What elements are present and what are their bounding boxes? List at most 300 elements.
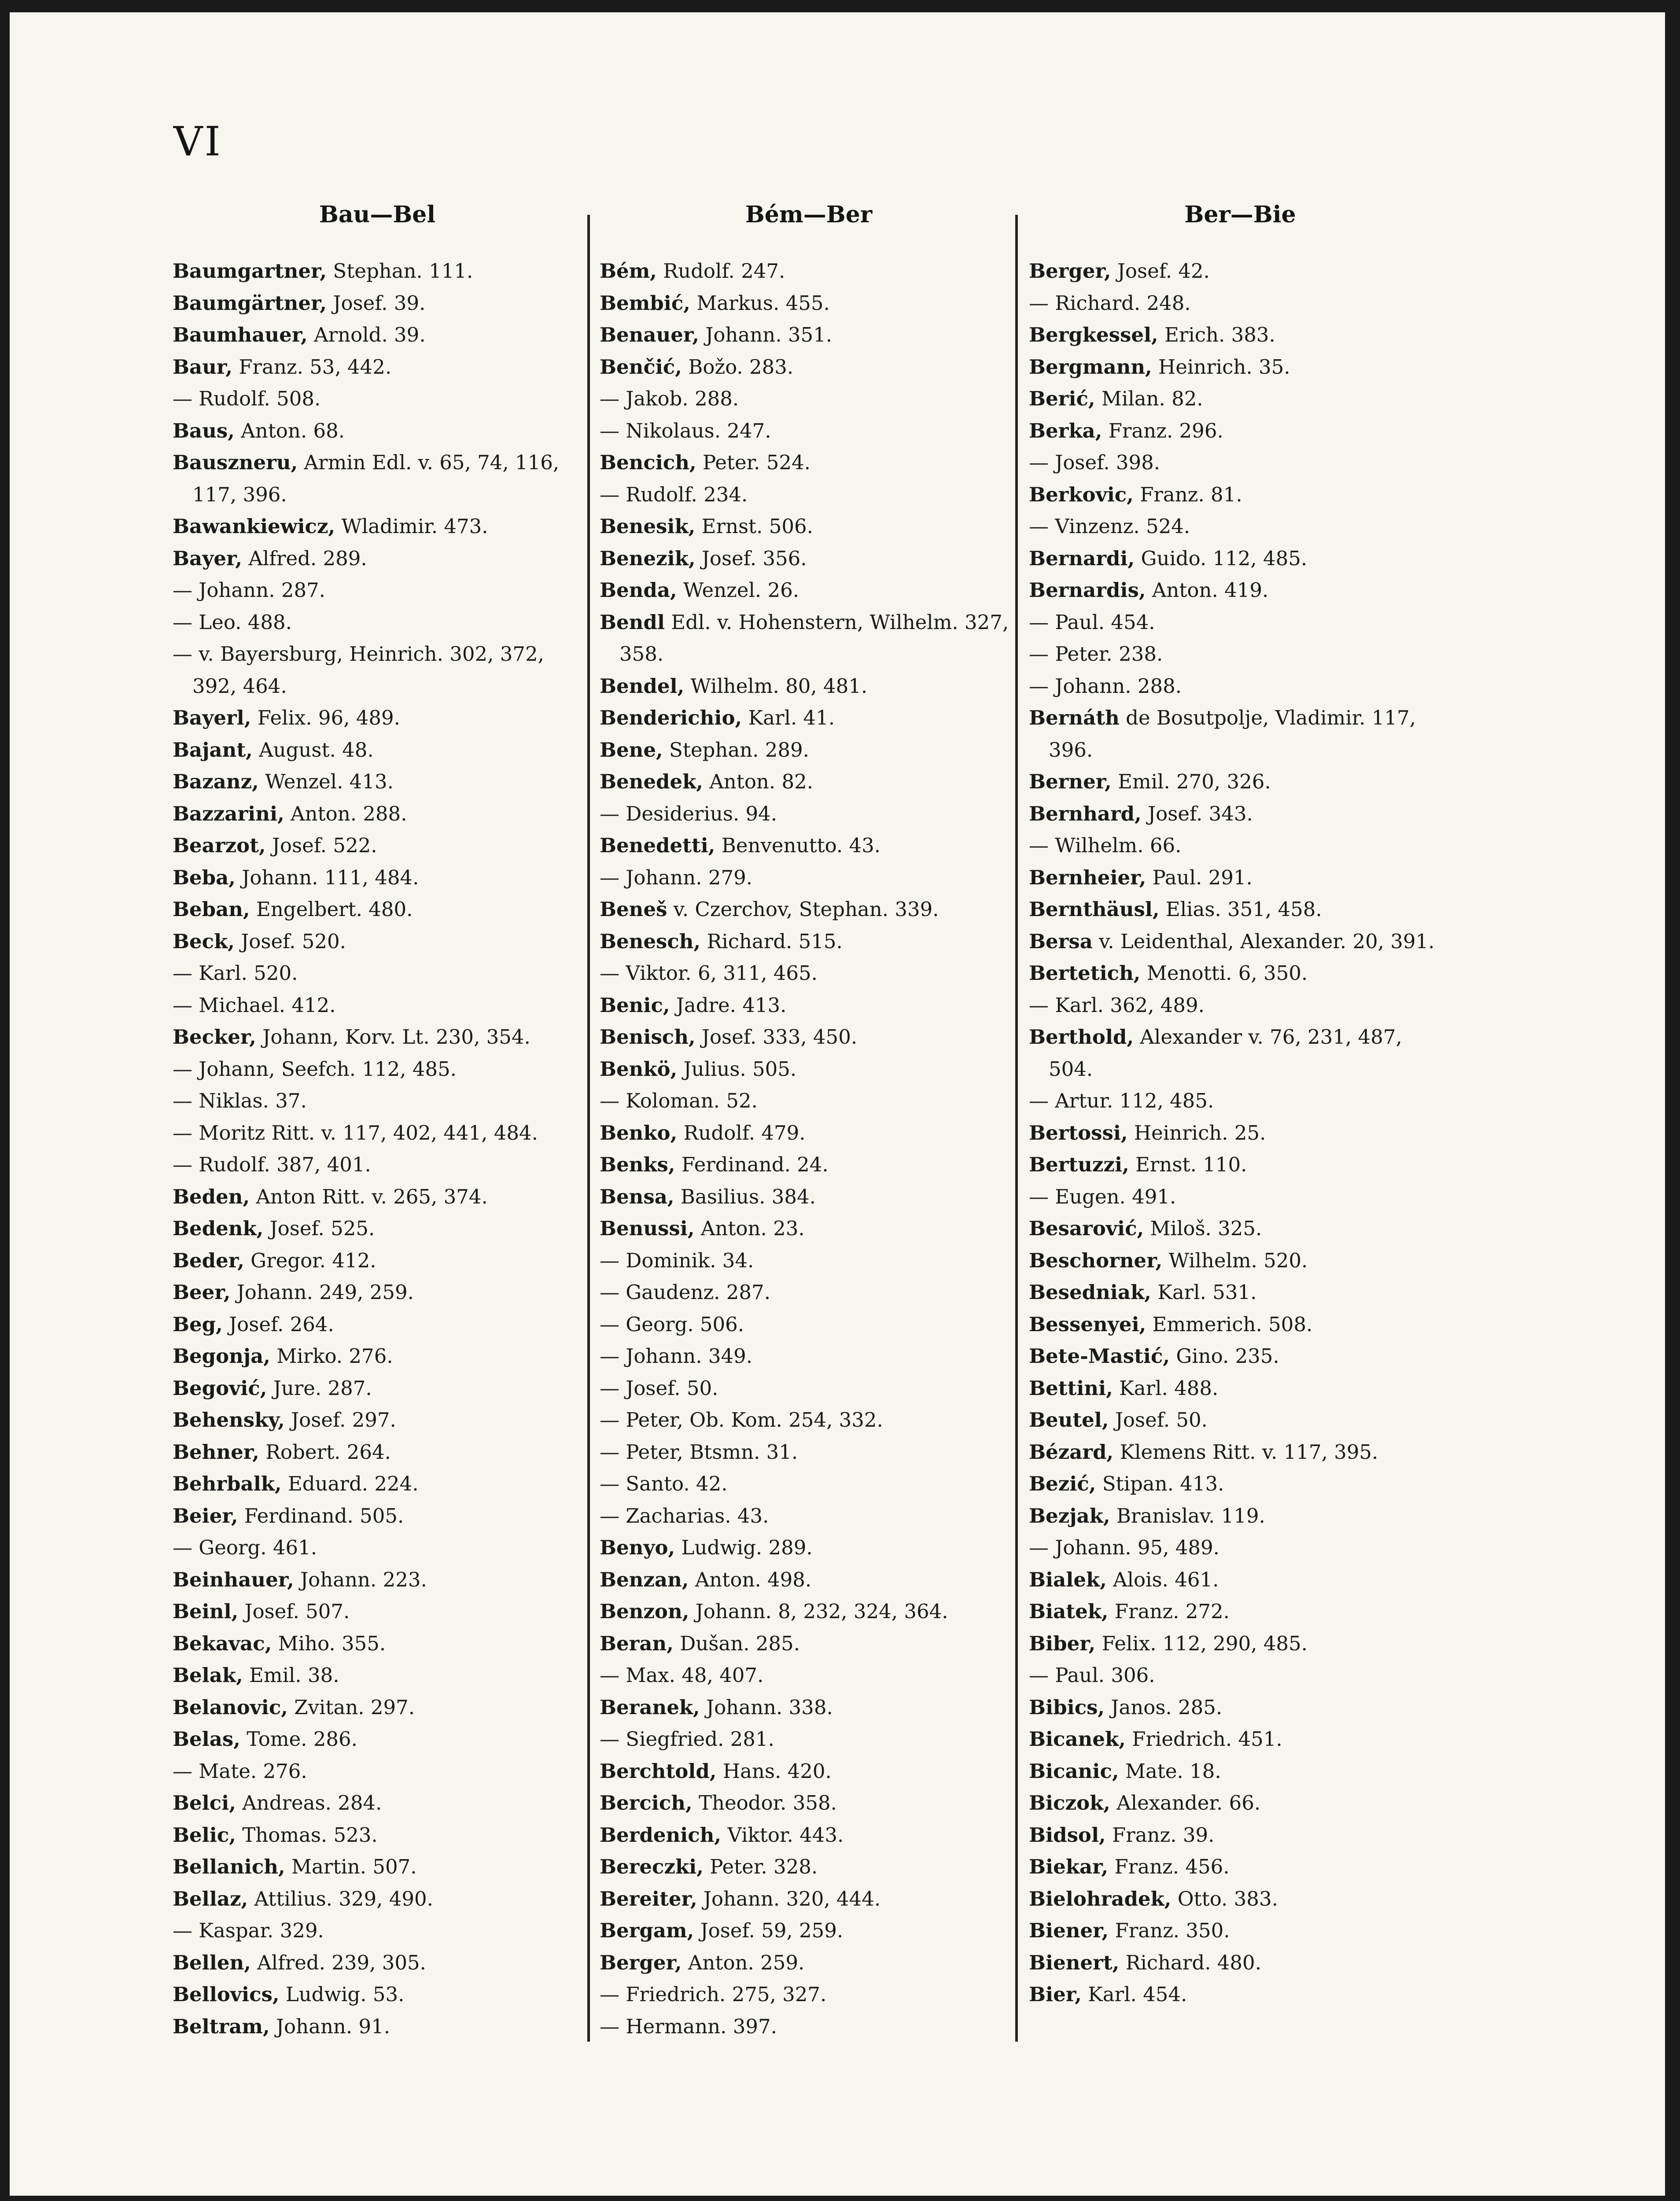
index-entry <box>1029 1787 1452 1819</box>
index-entry <box>600 894 1018 926</box>
entry-list <box>173 255 582 2043</box>
entry-details: — Nikolaus. 247. <box>600 419 771 442</box>
entry-surname: Baur, <box>173 355 233 379</box>
entry-details: Karl. 41. <box>742 706 835 729</box>
index-entry <box>600 1149 1018 1181</box>
index-entry <box>173 1181 582 1213</box>
entry-surname: Benauer, <box>600 323 699 346</box>
index-entry <box>1029 1149 1452 1181</box>
entry-details: Peter. 328. <box>703 1855 818 1878</box>
entry-details: — Gaudenz. 287. <box>600 1281 770 1304</box>
index-entry <box>600 798 1018 830</box>
entry-details: Stephan. 111. <box>327 259 473 283</box>
entry-surname: Bernáth <box>1029 706 1120 729</box>
entry-details: Hans. 420. <box>716 1759 832 1783</box>
entry-details: Karl. 454. <box>1081 1983 1187 2006</box>
entry-details: Heinrich. 35. <box>1152 355 1290 379</box>
entry-details: Attilius. 329, 490. <box>248 1887 433 1910</box>
entry-surname: Benda, <box>600 578 677 602</box>
index-entry <box>173 1436 582 1469</box>
index-entry <box>173 1053 582 1086</box>
entry-details: Milan. 82. <box>1095 387 1203 410</box>
index-entry <box>173 1277 582 1309</box>
index-entry <box>600 1213 1018 1245</box>
entry-surname: Bauszneru, <box>173 451 298 474</box>
entry-details: — Johann, Seefch. 112, 485. <box>173 1057 457 1081</box>
entry-surname: Bidsol, <box>1029 1823 1106 1847</box>
entry-surname: Benesik, <box>600 515 696 538</box>
entry-details: — Wilhelm. 66. <box>1029 834 1182 857</box>
entry-surname: Beran, <box>600 1631 674 1655</box>
index-entry <box>1029 1085 1452 1117</box>
index-entry <box>173 511 582 543</box>
entry-surname: Benedetti, <box>600 834 715 857</box>
entry-surname: Beban, <box>173 898 250 921</box>
entry-surname: Beinl, <box>173 1600 239 1623</box>
entry-surname: Bém, <box>600 259 657 283</box>
entry-details: — Johann. 349. <box>600 1344 753 1368</box>
entry-details: de Bosutpolje, Vladimir. 117, 396. <box>1049 706 1416 762</box>
entry-details: Josef. 297. <box>284 1408 396 1432</box>
entry-details: — Hermann. 397. <box>600 2014 777 2038</box>
entry-surname: Bicanic, <box>1029 1759 1119 1783</box>
index-entry <box>600 415 1018 447</box>
entry-surname: Belic, <box>173 1823 236 1847</box>
entry-details: — Johann. 279. <box>600 865 753 889</box>
entry-details: Josef. 42. <box>1111 259 1210 283</box>
index-entry <box>173 1915 582 1947</box>
entry-details: Miloš. 325. <box>1144 1217 1262 1240</box>
entry-surname: Besedniak, <box>1029 1281 1151 1304</box>
entry-surname: Bibics, <box>1029 1695 1105 1719</box>
index-entry <box>173 607 582 639</box>
entry-details: Zvitan. 297. <box>287 1695 415 1719</box>
index-entry <box>600 1021 1018 1053</box>
entry-surname: Bersa <box>1029 929 1093 953</box>
index-entry <box>1029 1628 1452 1660</box>
entry-surname: Bienert, <box>1029 1951 1120 1974</box>
index-entry <box>1029 415 1452 447</box>
index-entry <box>600 255 1018 287</box>
entry-surname: Beschorner, <box>1029 1248 1163 1272</box>
index-entry <box>600 1373 1018 1405</box>
entry-surname: Bezić, <box>1029 1472 1096 1495</box>
entry-details: — Karl. 362, 489. <box>1029 993 1205 1017</box>
entry-details: Menotti. 6, 350. <box>1140 961 1308 985</box>
entry-surname: Bergkessel, <box>1029 323 1158 346</box>
index-entry <box>1029 1340 1452 1373</box>
index-entry <box>173 1117 582 1149</box>
entry-surname: Benussi, <box>600 1217 695 1240</box>
entry-details: Johann. 111, 484. <box>235 865 419 889</box>
entry-surname: Bearzot, <box>173 834 266 857</box>
index-entry <box>1029 351 1452 383</box>
entry-surname: Beden, <box>173 1185 250 1208</box>
index-entry <box>173 1149 582 1181</box>
index-entry <box>600 511 1018 543</box>
entry-details: Božo. 283. <box>682 355 794 379</box>
entry-details: Felix. 112, 290, 485. <box>1095 1631 1308 1655</box>
index-entry <box>600 351 1018 383</box>
index-entry <box>1029 1404 1452 1436</box>
entry-surname: Benisch, <box>600 1025 696 1049</box>
index-entry <box>600 1692 1018 1724</box>
entry-surname: Berkovic, <box>1029 482 1134 506</box>
entry-details: Ludwig. 53. <box>279 1983 405 2006</box>
index-entry <box>1029 1756 1452 1788</box>
entry-details: Paul. 291. <box>1146 865 1253 889</box>
index-column <box>1029 197 1452 2011</box>
index-entry <box>173 957 582 990</box>
entry-details: Gino. 235. <box>1170 1344 1279 1368</box>
entry-surname: Benic, <box>600 993 670 1017</box>
index-entry <box>600 1085 1018 1117</box>
entry-details: Anton. 419. <box>1146 578 1269 602</box>
entry-details: — Peter, Ob. Kom. 254, 332. <box>600 1408 883 1432</box>
index-entry <box>173 1883 582 1915</box>
entry-surname: Biatek, <box>1029 1600 1109 1623</box>
entry-surname: Biener, <box>1029 1919 1109 1942</box>
entry-details: Franz. 81. <box>1133 482 1242 506</box>
entry-details: Alexander. 66. <box>1110 1791 1261 1815</box>
entry-details: Ludwig. 289. <box>675 1536 813 1559</box>
index-entry <box>173 351 582 383</box>
index-entry <box>173 319 582 351</box>
index-entry <box>173 1373 582 1405</box>
entry-details: Anton. 23. <box>694 1217 805 1240</box>
entry-details: Johann. 351. <box>699 323 833 346</box>
index-entry <box>1029 1245 1452 1277</box>
entry-surname: Bayer, <box>173 546 243 570</box>
index-entry <box>173 1245 582 1277</box>
index-entry <box>600 543 1018 575</box>
entry-surname: Beba, <box>173 865 236 889</box>
index-entry <box>600 830 1018 862</box>
entry-surname: Beer, <box>173 1281 231 1304</box>
index-entry <box>173 1756 582 1788</box>
entry-surname: Benderichio, <box>600 706 742 729</box>
index-entry <box>1029 287 1452 320</box>
entry-surname: Bekavac, <box>173 1631 272 1655</box>
entry-details: Josef. 507. <box>238 1600 350 1623</box>
entry-details: Elias. 351, 458. <box>1159 898 1322 921</box>
index-entry <box>173 702 582 734</box>
entry-surname: Bayerl, <box>173 706 251 729</box>
index-entry <box>600 1947 1018 1979</box>
index-entry <box>600 1277 1018 1309</box>
entry-surname: Bezjak, <box>1029 1504 1110 1527</box>
entry-details: Stephan. 289. <box>663 738 809 762</box>
index-entry <box>173 1851 582 1883</box>
column-header: Bém—Ber <box>745 201 873 228</box>
index-entry <box>600 447 1018 479</box>
entry-surname: Beder, <box>173 1248 244 1272</box>
index-entry <box>600 1723 1018 1756</box>
entry-details: Franz. 350. <box>1109 1919 1230 1942</box>
entry-details: — Josef. 398. <box>1029 451 1161 474</box>
entry-details: — Georg. 506. <box>600 1312 744 1336</box>
entry-surname: Bete-Mastić, <box>1029 1344 1170 1368</box>
entry-surname: Bereiter, <box>600 1887 697 1910</box>
entry-details: v. Leidenthal, Alexander. 20, 391. <box>1092 929 1435 953</box>
entry-details: — Johann. 95, 489. <box>1029 1536 1219 1559</box>
entry-details: — Max. 48, 407. <box>600 1664 764 1687</box>
index-column <box>173 197 582 2043</box>
index-entry <box>600 1436 1018 1469</box>
entry-details: Benvenutto. 43. <box>715 834 881 857</box>
entry-details: — Viktor. 6, 311, 465. <box>600 961 818 985</box>
entry-details: Miho. 355. <box>272 1631 386 1655</box>
index-entry <box>1029 1692 1452 1724</box>
index-entry <box>1029 1436 1452 1469</box>
entry-details: — Johann. 287. <box>173 578 326 602</box>
entry-details: — Rudolf. 508. <box>173 387 321 410</box>
entry-surname: Baumhauer, <box>173 323 308 346</box>
index-entry <box>600 574 1018 607</box>
index-entry <box>173 1596 582 1628</box>
entry-details: Alois. 461. <box>1106 1568 1219 1591</box>
index-entry <box>173 1628 582 1660</box>
entry-details: Alexander v. 76, 231, 487, 504. <box>1049 1025 1402 1081</box>
entry-details: Josef. 522. <box>265 834 377 857</box>
entry-details: — Eugen. 491. <box>1029 1185 1176 1208</box>
index-page <box>10 12 1665 2196</box>
entry-surname: Beck, <box>173 929 235 953</box>
entry-details: — Artur. 112, 485. <box>1029 1089 1214 1112</box>
entry-details: Janos. 285. <box>1105 1695 1223 1719</box>
index-entry <box>600 1787 1018 1819</box>
index-entry <box>173 2011 582 2043</box>
index-entry <box>600 1181 1018 1213</box>
index-column <box>600 197 1018 2043</box>
entry-details: Franz. 272. <box>1108 1600 1230 1623</box>
index-entry <box>173 1309 582 1341</box>
index-entry <box>173 798 582 830</box>
index-entry <box>1029 1532 1452 1564</box>
index-entry <box>600 766 1018 798</box>
entry-surname: Bembić, <box>600 291 690 315</box>
entry-details: — Mate. 276. <box>173 1759 307 1783</box>
entry-details: Josef. 333, 450. <box>695 1025 858 1049</box>
entry-details: — Rudolf. 387, 401. <box>173 1153 371 1176</box>
entry-surname: Beneš <box>600 898 667 921</box>
entry-details: Josef. 264. <box>222 1312 334 1336</box>
entry-details: Anton. 259. <box>682 1951 805 1974</box>
entry-surname: Bellovics, <box>173 1983 280 2006</box>
entry-details: Wladimir. 473. <box>335 515 488 538</box>
index-entry <box>600 862 1018 894</box>
column-divider <box>587 215 590 2042</box>
entry-surname: Belanovic, <box>173 1695 288 1719</box>
entry-details: Ferdinand. 24. <box>675 1153 829 1176</box>
entry-surname: Berić, <box>1029 387 1095 410</box>
entry-surname: Bergmann, <box>1029 355 1152 379</box>
index-entry <box>173 1021 582 1053</box>
entry-details: Dušan. 285. <box>673 1631 800 1655</box>
entry-details: — Zacharias. 43. <box>600 1504 769 1527</box>
entry-surname: Benzan, <box>600 1568 689 1591</box>
entry-details: Ferdinand. 505. <box>238 1504 404 1527</box>
index-entry <box>1029 479 1452 511</box>
index-entry <box>1029 766 1452 798</box>
entry-details: Robert. 264. <box>259 1440 391 1464</box>
index-entry <box>600 319 1018 351</box>
entry-details: Alfred. 289. <box>242 546 367 570</box>
index-entry <box>1029 1883 1452 1915</box>
entry-details: Karl. 531. <box>1151 1281 1257 1304</box>
index-entry <box>173 734 582 766</box>
entry-surname: Benedek, <box>600 770 703 793</box>
index-entry <box>173 543 582 575</box>
entry-details: Anton. 288. <box>284 802 407 825</box>
index-entry <box>1029 957 1452 990</box>
entry-surname: Berner, <box>1029 770 1112 793</box>
entry-details: — Paul. 454. <box>1029 610 1155 634</box>
entry-surname: Biczok, <box>1029 1791 1110 1815</box>
index-entry <box>600 1468 1018 1500</box>
entry-surname: Behner, <box>173 1440 259 1464</box>
index-entry <box>1029 1915 1452 1947</box>
index-entry <box>1029 1947 1452 1979</box>
entry-details: Johann. 320, 444. <box>697 1887 881 1910</box>
entry-details: — Jakob. 288. <box>600 387 739 410</box>
index-entry <box>173 990 582 1022</box>
index-entry <box>1029 894 1452 926</box>
entry-details: — v. Bayersburg, Heinrich. 302, 372, 392, 464. <box>173 642 544 698</box>
index-entry <box>173 1404 582 1436</box>
entry-details: Johann. 249, 259. <box>230 1281 414 1304</box>
entry-surname: Berchtold, <box>600 1759 717 1783</box>
entry-surname: Bercich, <box>600 1791 693 1815</box>
entry-surname: Bazanz, <box>173 770 259 793</box>
entry-details: Josef. 39. <box>327 291 426 315</box>
index-entry <box>1029 383 1452 415</box>
index-entry <box>1029 1181 1452 1213</box>
entry-surname: Bernthäusl, <box>1029 898 1160 921</box>
entry-surname: Benyo, <box>600 1536 675 1559</box>
entry-list <box>1029 255 1452 2011</box>
entry-details: Martin. 507. <box>285 1855 417 1878</box>
entry-surname: Belak, <box>173 1664 243 1687</box>
entry-surname: Benks, <box>600 1153 675 1176</box>
entry-surname: Benezik, <box>600 546 696 570</box>
entry-surname: Berka, <box>1029 419 1102 442</box>
entry-details: Rudolf. 247. <box>656 259 785 283</box>
index-entry <box>600 383 1018 415</box>
entry-surname: Biekar, <box>1029 1855 1109 1878</box>
entry-details: Richard. 480. <box>1119 1951 1261 1974</box>
index-entry <box>1029 1723 1452 1756</box>
entry-surname: Benčić, <box>600 355 682 379</box>
entry-details: Felix. 96, 489. <box>251 706 400 729</box>
entry-details: Peter. 524. <box>696 451 811 474</box>
index-entry <box>173 1468 582 1500</box>
entry-surname: Benzon, <box>600 1600 689 1623</box>
entry-surname: Bendl <box>600 610 665 634</box>
entry-surname: Bene, <box>600 738 663 762</box>
entry-details: — Friedrich. 275, 327. <box>600 1983 827 2006</box>
entry-surname: Bajant, <box>173 738 253 762</box>
entry-details: Josef. 50. <box>1109 1408 1208 1432</box>
index-entry <box>173 1532 582 1564</box>
index-entry <box>600 1883 1018 1915</box>
entry-surname: Baus, <box>173 419 235 442</box>
entry-surname: Biber, <box>1029 1631 1096 1655</box>
entry-details: Emil. 270, 326. <box>1111 770 1271 793</box>
index-entry <box>173 447 582 511</box>
entry-surname: Baumgärtner, <box>173 291 327 315</box>
index-entry <box>173 1213 582 1245</box>
index-entry <box>1029 862 1452 894</box>
index-entry <box>1029 830 1452 862</box>
index-entry <box>600 1309 1018 1341</box>
entry-details: Guido. 112, 485. <box>1135 546 1308 570</box>
entry-details: Rudolf. 479. <box>677 1121 806 1145</box>
entry-details: Josef. 343. <box>1141 802 1253 825</box>
entry-surname: Bernheier, <box>1029 865 1146 889</box>
index-entry <box>173 894 582 926</box>
index-entry <box>1029 1660 1452 1692</box>
entry-details: Anton Ritt. v. 265, 374. <box>250 1185 488 1208</box>
entry-details: — Koloman. 52. <box>600 1089 758 1112</box>
entry-surname: Baumgartner, <box>173 259 327 283</box>
index-entry <box>600 1340 1018 1373</box>
index-entry <box>173 1692 582 1724</box>
entry-details: Franz. 39. <box>1105 1823 1215 1847</box>
entry-details: — Josef. 50. <box>600 1376 718 1400</box>
index-entry <box>1029 1596 1452 1628</box>
index-entry <box>600 926 1018 958</box>
entry-surname: Bertossi, <box>1029 1121 1128 1145</box>
index-entry <box>600 957 1018 990</box>
entry-details: — Niklas. 37. <box>173 1089 307 1112</box>
entry-surname: Bazzarini, <box>173 802 284 825</box>
index-entry <box>173 1819 582 1851</box>
index-entry <box>173 1660 582 1692</box>
entry-details: — Kaspar. 329. <box>173 1919 324 1942</box>
entry-details: Otto. 383. <box>1171 1887 1278 1910</box>
entry-details: Julius. 505. <box>677 1057 797 1081</box>
index-entry <box>600 734 1018 766</box>
entry-surname: Begonja, <box>173 1344 270 1368</box>
entry-surname: Bernardis, <box>1029 578 1146 602</box>
entry-surname: Bensa, <box>600 1185 674 1208</box>
entry-surname: Benesch, <box>600 929 701 953</box>
index-entry <box>1029 607 1452 639</box>
entry-surname: Beg, <box>173 1312 223 1336</box>
index-entry <box>1029 702 1452 766</box>
index-entry <box>173 415 582 447</box>
index-entry <box>1029 1277 1452 1309</box>
index-entry <box>600 1564 1018 1596</box>
entry-surname: Bernardi, <box>1029 546 1135 570</box>
entry-details: Armin Edl. v. 65, 74, 116, 117, 396. <box>192 451 560 506</box>
index-entry <box>1029 798 1452 830</box>
entry-details: — Santo. 42. <box>600 1472 728 1495</box>
index-entry <box>600 1245 1018 1277</box>
entry-details: v. Czerchov, Stephan. 339. <box>667 898 939 921</box>
entry-surname: Bellanich, <box>173 1855 285 1878</box>
entry-details: — Desiderius. 94. <box>600 802 777 825</box>
entry-surname: Bergam, <box>600 1919 694 1942</box>
entry-surname: Bicanek, <box>1029 1727 1126 1751</box>
entry-surname: Benko, <box>600 1121 678 1145</box>
entry-details: Klemens Ritt. v. 117, 395. <box>1113 1440 1378 1464</box>
index-entry <box>173 926 582 958</box>
index-entry <box>173 1979 582 2011</box>
entry-details: Emil. 38. <box>243 1664 339 1687</box>
index-entry <box>173 1723 582 1756</box>
